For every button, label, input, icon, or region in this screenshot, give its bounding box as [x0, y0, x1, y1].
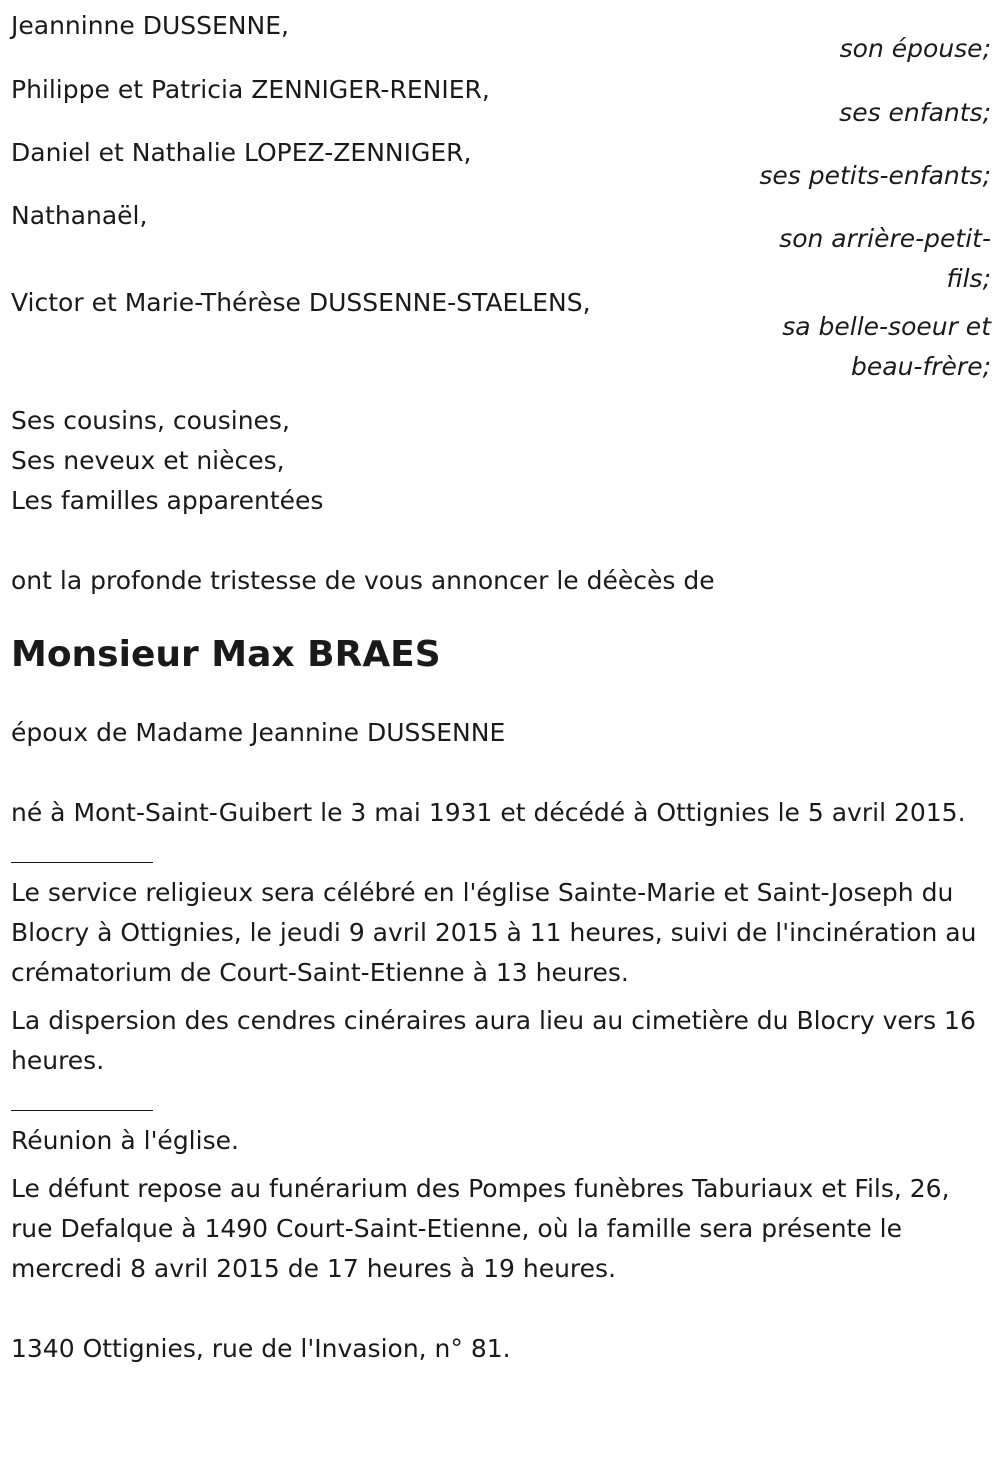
separator-line — [11, 833, 153, 873]
family-relation: sa belle-soeur et beau-frère; — [782, 312, 991, 381]
family-name: Jeanninne DUSSENNE, — [11, 11, 289, 40]
family-entry-spouse — [11, 6, 991, 69]
relatives-nephews: Ses neveux et nièces, — [11, 446, 285, 475]
address-text: 1340 Ottignies, rue de l'Invasion, n° 81. — [11, 1334, 511, 1363]
dispersion-text: La dispersion des cendres cinéraires aura lieu au cimetière du Blocry vers 16 heures. — [11, 1006, 976, 1075]
separator-line — [11, 1081, 153, 1121]
family-entry-grandchildren — [11, 133, 991, 196]
funeral-home-text: Le défunt repose au funérarium des Pompes funèbres Taburiaux et Fils, 26, rue Defalque à 1490 Court-Saint-Etienne, où la famille sera présente le mercredi 8 avril 2015 de 17 heures à 19 heures. — [11, 1174, 950, 1283]
relatives-cousins: Ses cousins, cousines, — [11, 406, 290, 435]
family-name: Philippe et Patricia ZENNIGER-RENIER, — [11, 75, 490, 104]
meeting-text: Réunion à l'église. — [11, 1126, 239, 1155]
birth-death-text: né à Mont-Saint-Guibert le 3 mai 1931 et décédé à Ottignies le 5 avril 2015. — [11, 798, 966, 827]
service-text: Le service religieux sera célébré en l'église Sainte-Marie et Saint-Joseph du Blocry à Ottignies, le jeudi 9 avril 2015 à 11 heures, suivi de l'incinération au crématorium de Court-Saint-Etienne à 13 heures. — [11, 878, 977, 987]
family-name: Daniel et Nathalie LOPEZ-ZENNIGER, — [11, 138, 472, 167]
family-name: Nathanaël, — [11, 201, 148, 230]
family-relation: ses petits-enfants; — [759, 161, 991, 190]
family-relation: son arrière-petit-fils; — [779, 224, 991, 293]
deceased-name: Monsieur Max BRAES — [11, 634, 441, 675]
family-relation: ses enfants; — [839, 98, 991, 127]
family-relation: son épouse; — [839, 34, 991, 63]
family-entry-in-laws — [11, 283, 991, 387]
family-entry-children — [11, 70, 991, 133]
spouse-line: époux de Madame Jeannine DUSSENNE — [11, 718, 506, 747]
announcement-text: ont la profonde tristesse de vous annoncer le déècès de — [11, 566, 715, 595]
obituary-notice — [11, 6, 991, 1369]
family-name: Victor et Marie-Thérèse DUSSENNE-STAELENS, — [11, 288, 591, 317]
relatives-families: Les familles apparentées — [11, 486, 324, 515]
